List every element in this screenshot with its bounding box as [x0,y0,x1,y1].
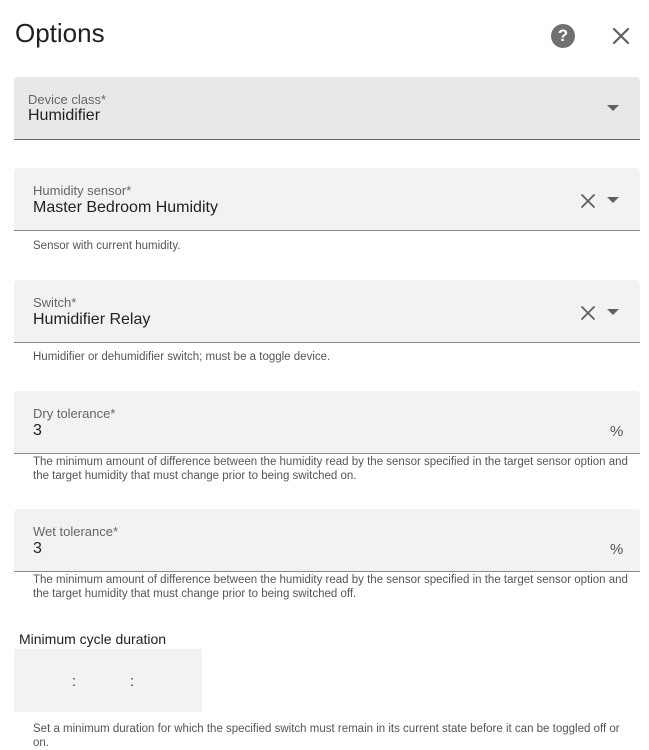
chevron-down-icon[interactable] [607,105,619,111]
help-icon[interactable]: ? [551,24,575,48]
dry-tolerance-label: Dry tolerance* [33,406,116,421]
switch-helper: Humidifier or dehumidifier switch; must be a toggle device. [33,351,331,363]
switch-label: Switch* [33,295,77,310]
close-icon[interactable] [609,24,633,48]
wet-tolerance-label: Wet tolerance* [33,524,119,539]
device-class-select[interactable] [14,77,640,140]
switch-value: Humidifier Relay [33,311,151,328]
humidity-sensor-helper: Sensor with current humidity. [33,240,181,252]
humidity-sensor-label: Humidity sensor* [33,183,132,198]
device-class-label: Device class* [28,92,107,107]
humidity-sensor-value: Master Bedroom Humidity [33,199,218,216]
chevron-down-icon[interactable] [607,197,619,203]
switch-select[interactable] [14,280,640,343]
clear-icon[interactable] [579,304,597,322]
dry-tolerance-value[interactable]: 3 [33,422,42,439]
dialog-title: Options [15,18,105,48]
dry-tolerance-input[interactable] [14,391,640,454]
percent-suffix: % [610,423,624,440]
duration-separator: : [72,673,77,690]
device-class-value: Humidifier [28,107,101,124]
wet-tolerance-value[interactable]: 3 [33,540,42,557]
min-cycle-helper: Set a minimum duration for which the specified switch must remain in its current state before it can be toggled off or on. [33,723,620,749]
duration-input[interactable] [14,649,202,712]
wet-tolerance-input[interactable] [14,509,640,572]
wet-tolerance-helper: The minimum amount of difference between the humidity read by the sensor specified in the target sensor option and the target humidity that must change prior to being switched off. [33,574,628,600]
duration-separator: : [130,673,135,690]
percent-suffix: % [610,541,624,558]
humidity-sensor-select[interactable] [14,168,640,231]
dry-tolerance-helper: The minimum amount of difference between the humidity read by the sensor specified in the target sensor option and the target humidity that must change prior to being switched on. [33,456,628,482]
min-cycle-label: Minimum cycle duration [19,631,167,647]
clear-icon[interactable] [579,192,597,210]
chevron-down-icon[interactable] [607,309,619,315]
